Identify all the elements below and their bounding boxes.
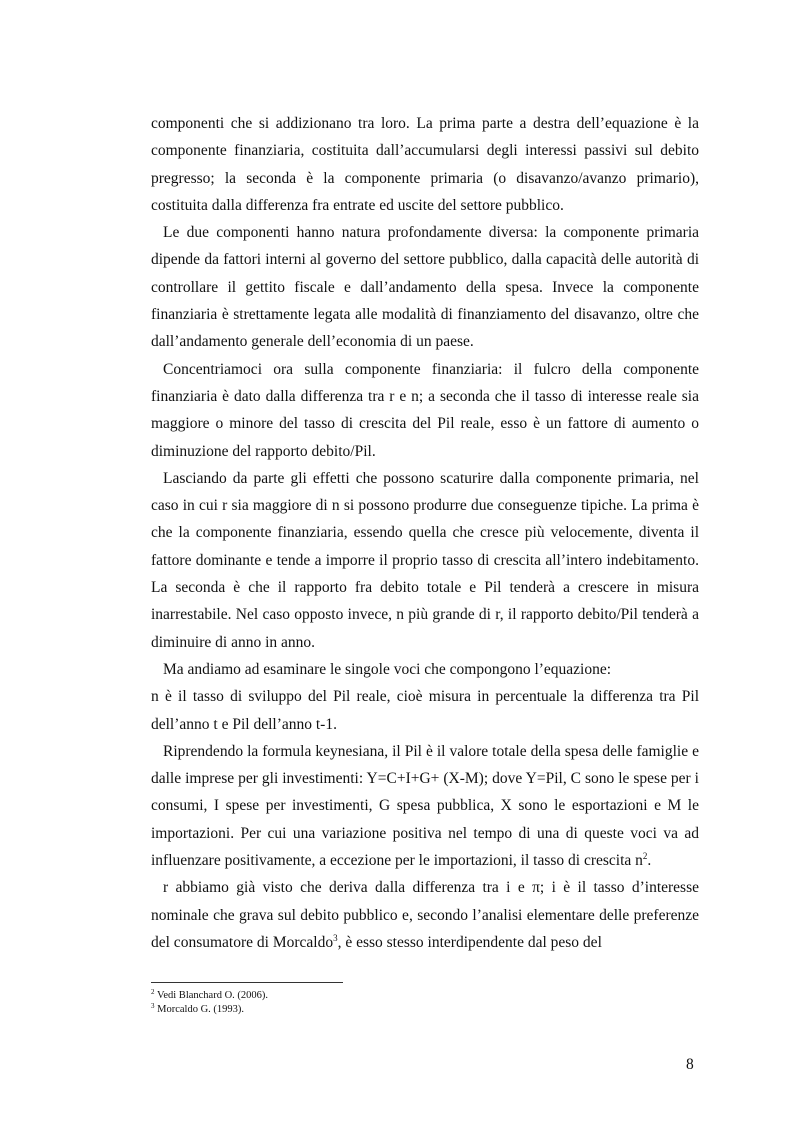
footnote-2-text: Vedi Blanchard O. (2006). <box>156 990 269 1001</box>
paragraph-1: componenti che si addizionano tra loro. La prima parte a destra dell’equazione è la componente finanziaria, costituita dall’accumularsi degli interessi passivi sul debito pregresso; la seconda è la componente primaria (o disavanzo/avanzo primario), costituita dalla differenza fra entrate ed uscite del settore pubblico. <box>151 115 699 214</box>
paragraph-5: Ma andiamo ad esaminare le singole voci che compongono l’equazione: <box>163 660 612 678</box>
page-number: 8 <box>686 1056 694 1073</box>
footnote-ref-3[interactable]: 3 <box>333 932 338 943</box>
paragraph-6: n è il tasso di sviluppo del Pil reale, cioè misura in percentuale la differenza tra Pil dell’anno t e Pil dell’anno t-1. <box>151 688 699 733</box>
footnote-ref-2[interactable]: 2 <box>642 851 648 862</box>
paragraph-7-text: Riprendendo la formula keynesiana, il Pil è il valore totale della spesa delle famiglie e dalle imprese per gli investimenti: Y=C+I+G+ (X-M); dove Y=Pil, C sono le spese per i consumi, I spese per investimenti, G spesa pubblica, X sono le esportazioni e M le importazioni. Per cui una variazione positiva nel tempo di una di queste voci va ad influenzare positivamente, a eccezione per le importazioni, il tasso di crescita n <box>151 742 699 870</box>
footnote-2 <box>151 989 268 1002</box>
footnote-2-mark: 2 <box>151 988 155 996</box>
paragraph-3: Concentriamoci ora sulla componente finanziaria: il fulcro della componente finanziaria è dato dalla differenza tra r e n; a seconda che il tasso di interesse reale sia maggiore o minore del tasso di crescita del Pil reale, esso è un fattore di aumento o diminuzione del rapporto debito/Pil. <box>151 360 699 460</box>
paragraph-8-text: r abbiamo già visto che deriva dalla differenza tra i e π; i è il tasso d’interesse nominale che grava sul debito pubblico e, secondo l’analisi elementare delle preferenze del consumatore di Morcaldo <box>151 879 699 951</box>
paragraph-2: Le due componenti hanno natura profondamente diversa: la componente primaria dipende da fattori interni al governo del settore pubblico, dalla capacità delle autorità di controllare il gettito fiscale e dall’andamento della spesa. Invece la componente finanziaria è strettamente legata alle modalità di finanziamento del disavanzo, oltre che dall’andamento generale dell’economia di un paese. <box>151 224 699 351</box>
footnote-3 <box>151 1003 244 1016</box>
footnote-3-mark: 3 <box>151 1002 155 1010</box>
paragraph-8 <box>151 874 699 956</box>
paragraph-8-tail: , è esso stesso interdipendente dal peso del <box>337 933 602 951</box>
footnote-3-text: Morcaldo G. (1993). <box>157 1004 245 1015</box>
paragraph-7 <box>151 738 699 874</box>
footnote-divider <box>151 982 343 983</box>
paragraph-4: Lasciando da parte gli effetti che possono scaturire dalla componente primaria, nel caso in cui r sia maggiore di n si possono produrre due conseguenze tipiche. La prima è che la componente finanziaria, essendo quella che cresce più velocemente, diventa il fattore dominante e tende a imporre il proprio tasso di crescita all’intero indebitamento. La seconda è che il rapporto fra debito totale e Pil tenderà a crescere in misura inarrestabile. Nel caso opposto invece, n più grande di r, il rapporto debito/Pil tenderà a diminuire di anno in anno. <box>151 469 699 651</box>
sentence-end: . <box>647 852 652 870</box>
body-text <box>151 110 699 956</box>
